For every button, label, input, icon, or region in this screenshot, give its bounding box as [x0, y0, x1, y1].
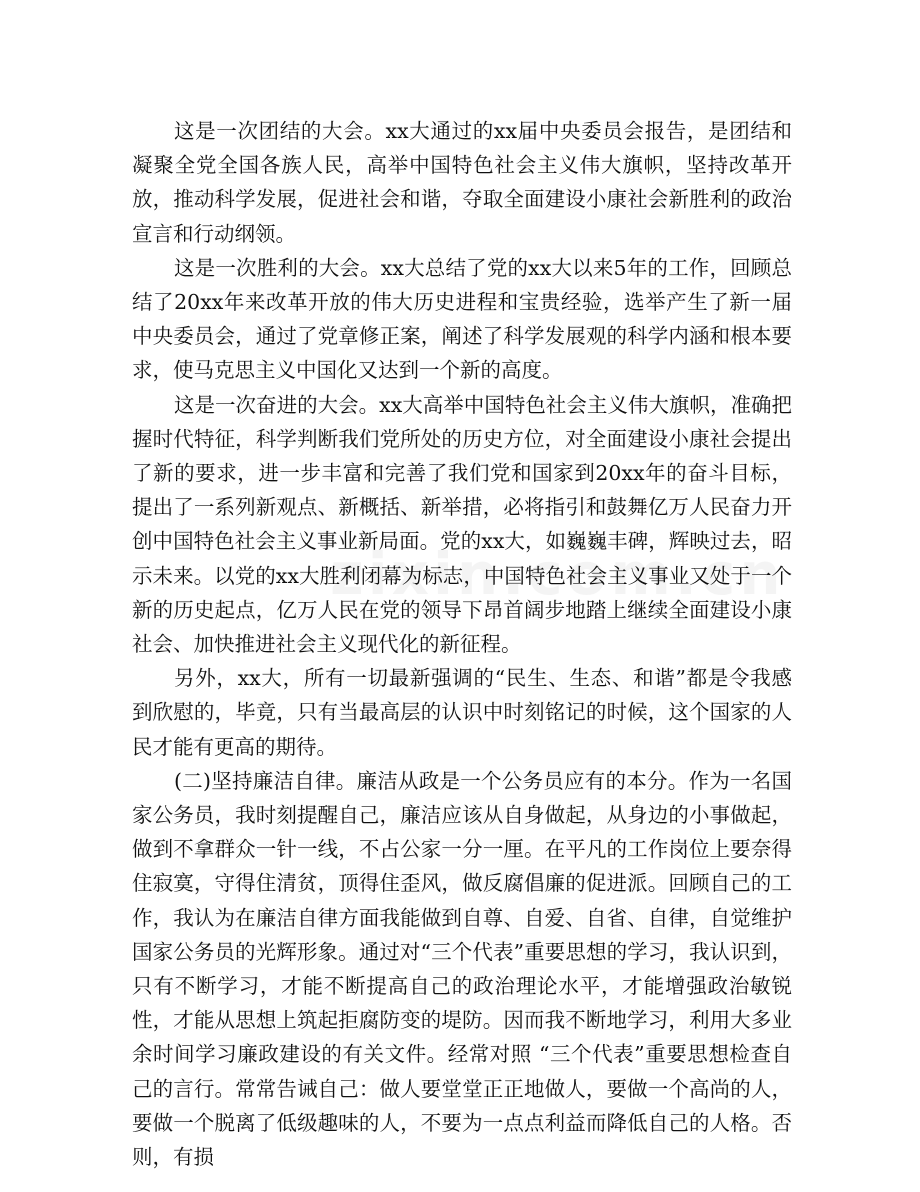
paragraph-victory-congress: 这是一次胜利的大会。xx大总结了党的xx大以来5年的工作，回顾总结了20xx年来改革开放的伟大历史进程和宝贵经验，选举产生了新一届中央委员会，通过了党章修正案，阐述了科学发展观的科学内涵和根本要求，使马克思主义中国化又达到一个新的高度。 — [132, 255, 792, 383]
document-body — [132, 114, 792, 1174]
paragraph-progress-congress: 这是一次奋进的大会。xx大高举中国特色社会主义伟大旗帜，准确把握时代特征，科学判断我们党所处的历史方位，对全面建设小康社会提出了新的要求，进一步丰富和完善了我们党和国家到20xx年的奋斗目标，提出了一系列新观点、新概括、新举措，必将指引和鼓舞亿万人民奋力开创中国特色社会主义事业新局面。党的xx大，如巍巍丰碑，辉映过去，昭示未来。以党的xx大胜利闭幕为标志，中国特色社会主义事业又处于一个新的历史起点，亿万人民在党的领导下昂首阔步地踏上继续全面建设小康社会、加快推进社会主义现代化的新征程。 — [132, 392, 792, 657]
paragraph-people-expectations: 另外，xx大，所有一切最新强调的“民生、生态、和谐”都是令我感到欣慰的，毕竟，只有当最高层的认识中时刻铭记的时候，这个国家的人民才能有更高的期待。 — [132, 666, 792, 759]
paragraph-integrity-self-discipline: (二)坚持廉洁自律。廉洁从政是一个公务员应有的本分。作为一名国家公务员，我时刻提醒自己，廉洁应该从自身做起，从身边的小事做起，做到不拿群众一针一线，不占公家一分一厘。在平凡的工作岗位上要奈得住寂寞，守得住清贫，顶得住歪风，做反腐倡廉的促进派。回顾自己的工作，我认为在廉洁自律方面我能做到自尊、自爱、自省、自律，自觉维护国家公务员的光辉形象。通过对“三个代表”重要思想的学习，我认识到，只有不断学习，才能不断提高自己的政治理论水平，才能增强政治敏锐性，才能从思想上筑起拒腐防变的堤防。因而我不断地学习，利用大多业余时间学习廉政建设的有关文件。经常对照 “三个代表”重要思想检查自己的言行。常常告诫自己：做人要堂堂正正地做人，要做一个高尚的人，要做一个脱离了低级趣味的人，不要为一点点利益而降低自己的人格。否则，有损 — [132, 768, 792, 1170]
paragraph-unity-congress: 这是一次团结的大会。xx大通过的xx届中央委员会报告，是团结和凝聚全党全国各族人民，高举中国特色社会主义伟大旗帜，坚持改革开放，推动科学发展，促进社会和谐，夺取全面建设小康社会新胜利的政治宣言和行动纲领。 — [132, 119, 792, 246]
